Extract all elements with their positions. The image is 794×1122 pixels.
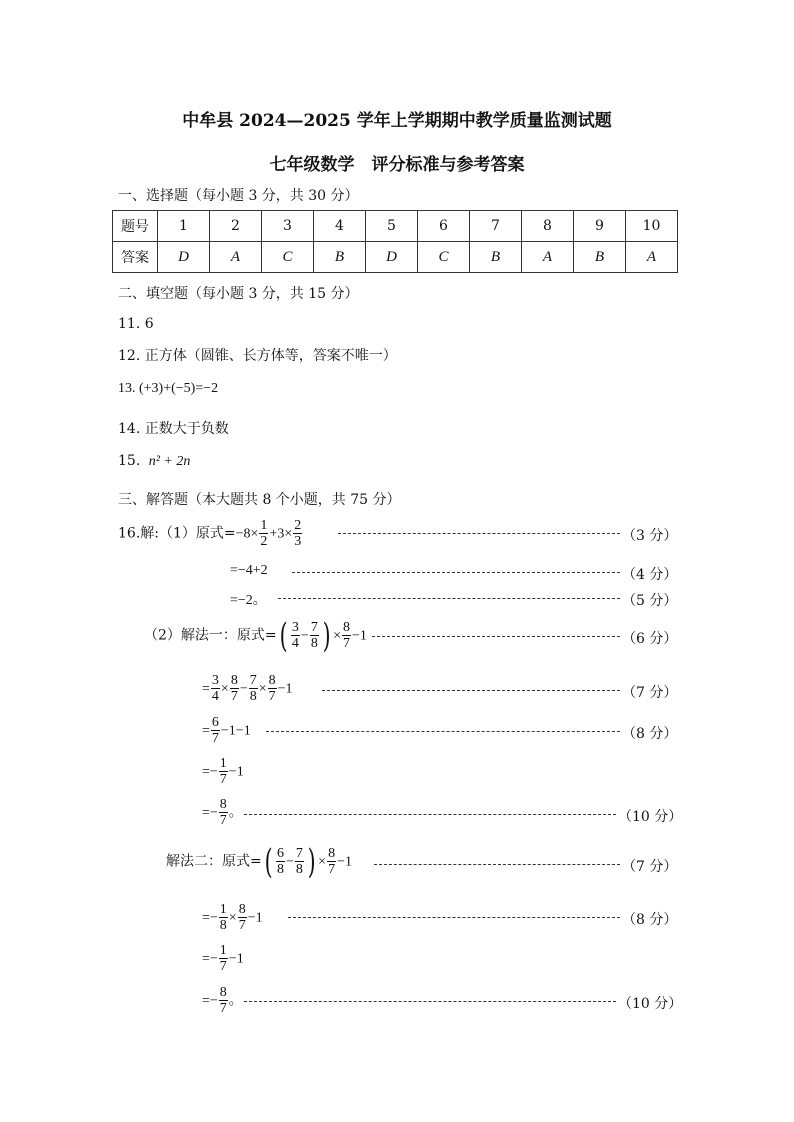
table-cell: 6: [418, 211, 470, 242]
answer-14: 14. 正数大于负数: [118, 421, 229, 437]
q16-m2-line1: 解法二：原式=( $\frac{6}{8}$ − $\frac{7}{8}$ ) × $\frac{8}{7}$ −1: [166, 841, 352, 882]
q16-m2-line3: =− $\frac{1}{7}$ −1: [202, 943, 244, 974]
table-cell: 10: [626, 211, 678, 242]
table-cell: A: [522, 242, 574, 273]
table-cell: C: [262, 242, 314, 273]
q16-m1-line5: =− $\frac{8}{7}$ 。: [202, 797, 243, 828]
table-cell: B: [470, 242, 522, 273]
fraction: $\frac{7}{8}$: [310, 620, 318, 651]
answer-12: 12. 正方体（圆锥、长方体等，答案不唯一）: [118, 348, 397, 364]
document-subtitle: 七年级数学 评分标准与参考答案: [269, 155, 525, 175]
fraction: $\frac{1}{7}$: [219, 756, 227, 787]
table-cell: C: [418, 242, 470, 273]
q16-m2-line4: =− $\frac{8}{7}$ 。: [202, 985, 243, 1016]
fraction: $\frac{8}{7}$: [238, 902, 246, 933]
score-label: （10 分）: [618, 809, 683, 825]
answer-13: 13. (+3)+(−5)=−2: [118, 381, 219, 396]
fraction: $\frac{7}{8}$: [295, 846, 303, 877]
table-row-answers: [113, 242, 678, 273]
table-row-numbers: [113, 211, 678, 242]
q16-part2-label: （2）解法一：原式=: [144, 627, 277, 644]
q16-part2-line1: （2）解法一：原式=( $\frac{3}{4}$ − $\frac{7}{8}$ ) × $\frac{8}{7}$ −1: [144, 615, 367, 656]
fraction: $\frac{8}{7}$: [230, 673, 238, 704]
score-label: （5 分）: [622, 593, 678, 609]
fraction: $\frac{1}{2}$: [260, 518, 268, 549]
answer-15-label: 15.: [118, 453, 141, 469]
score-label: （10 分）: [618, 996, 683, 1012]
answer-11: 11. 6: [118, 316, 154, 332]
q16-part1-line1: 16.解:（1）原式=−8× $\frac{1}{2}$ +3× $\frac{2}{3}$: [118, 518, 302, 549]
table-cell: 2: [210, 211, 262, 242]
answer-15: [118, 453, 190, 470]
q16-part1-line2: =−4+2: [230, 563, 268, 578]
score-label: （7 分）: [622, 859, 678, 875]
fraction: $\frac{8}{7}$: [342, 620, 350, 651]
answer-table: [112, 210, 678, 273]
fraction: $\frac{7}{8}$: [249, 673, 257, 704]
fraction: $\frac{8}{7}$: [219, 797, 227, 828]
q16-part1-line3: =−2。: [230, 593, 267, 608]
table-cell: 3: [262, 211, 314, 242]
fraction: $\frac{8}{7}$: [268, 673, 276, 704]
score-leader: [278, 598, 620, 599]
table-cell: B: [574, 242, 626, 273]
score-label: （8 分）: [622, 726, 678, 742]
q16-m2-line2: =− $\frac{1}{8}$ × $\frac{8}{7}$ −1: [202, 902, 263, 933]
fraction: $\frac{8}{7}$: [328, 846, 336, 877]
section-1-heading: 一、选择题（每小题 3 分，共 30 分）: [118, 188, 359, 204]
score-label: （4 分）: [622, 567, 678, 583]
section-2-heading: 二、填空题（每小题 3 分，共 15 分）: [118, 286, 359, 302]
table-header-question: 题号: [113, 211, 158, 242]
table-cell: B: [314, 242, 366, 273]
table-cell: 4: [314, 211, 366, 242]
table-cell: D: [366, 242, 418, 273]
score-label: （6 分）: [622, 631, 678, 647]
fraction: $\frac{3}{4}$: [211, 673, 219, 704]
table-cell: D: [158, 242, 210, 273]
table-cell: 9: [574, 211, 626, 242]
q16-m1-line4: =− $\frac{1}{7}$ −1: [202, 756, 244, 787]
table-cell: A: [626, 242, 678, 273]
answer-15-expression: n² + 2n: [148, 454, 191, 469]
score-label: （8 分）: [622, 912, 678, 928]
score-leader: [244, 814, 616, 815]
score-leader: [244, 1001, 616, 1002]
score-leader: [322, 690, 620, 691]
score-label: （7 分）: [622, 685, 678, 701]
q16-m1-line3: = $\frac{6}{7}$ −1−1: [202, 715, 251, 746]
q16-label: 16.解:（1）原式=: [118, 525, 236, 542]
table-cell: 7: [470, 211, 522, 242]
fraction: $\frac{8}{7}$: [219, 985, 227, 1016]
score-leader: [374, 864, 620, 865]
score-leader: [292, 572, 620, 573]
score-leader: [338, 533, 620, 534]
document-title: 中牟县 2024—2025 学年上学期期中教学质量监测试题: [182, 111, 612, 131]
score-leader: [266, 731, 620, 732]
score-label: （3 分）: [622, 528, 678, 544]
score-leader: [288, 917, 620, 918]
method-2-label: 解法二：原式=: [166, 853, 262, 870]
fraction: $\frac{2}{3}$: [294, 518, 302, 549]
fraction: $\frac{6}{8}$: [277, 846, 284, 877]
fraction: $\frac{1}{8}$: [219, 902, 227, 933]
section-3-heading: 三、解答题（本大题共 8 个小题，共 75 分）: [118, 492, 401, 508]
fraction: $\frac{1}{7}$: [219, 943, 227, 974]
table-cell: 5: [366, 211, 418, 242]
table-cell: A: [210, 242, 262, 273]
q16-m1-line2: = $\frac{3}{4}$ × $\frac{8}{7}$ − $\frac{7}{8}$ × $\frac{8}{7}$ −1: [202, 673, 293, 704]
table-cell: 8: [522, 211, 574, 242]
score-leader: [372, 636, 620, 637]
fraction: $\frac{3}{4}$: [291, 620, 299, 651]
table-cell: 1: [158, 211, 210, 242]
table-header-answer: 答案: [113, 242, 158, 273]
fraction: $\frac{6}{7}$: [211, 715, 219, 746]
